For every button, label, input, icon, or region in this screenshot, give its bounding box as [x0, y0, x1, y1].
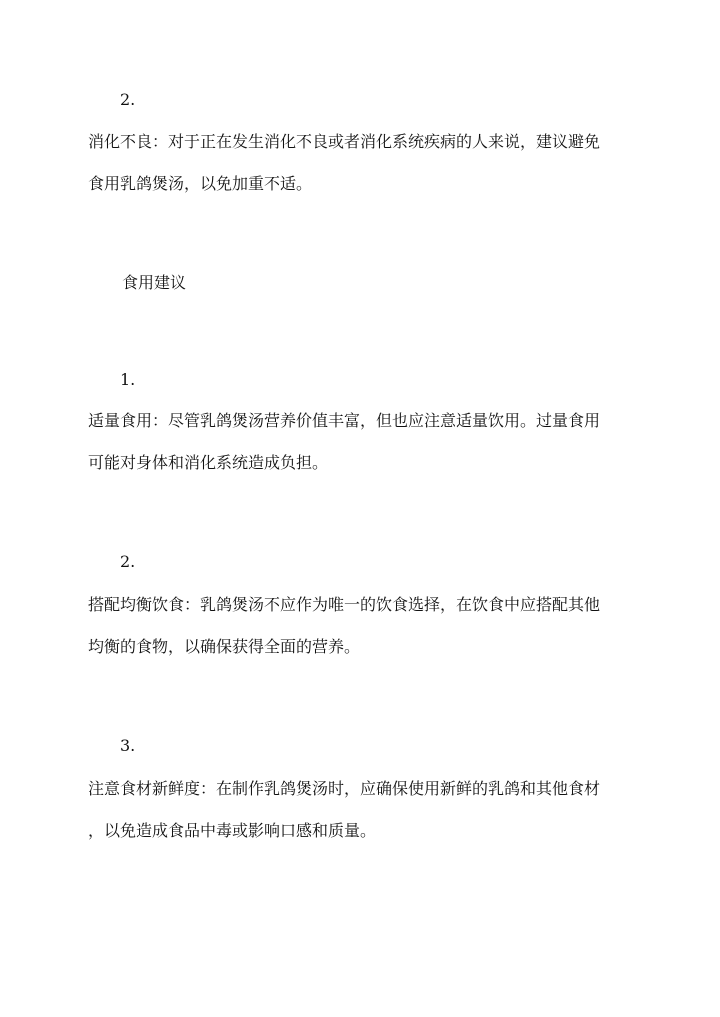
list-item-text: [88, 132, 638, 194]
list-item-text: [88, 779, 638, 841]
list-number: 2.: [120, 552, 136, 571]
text-line: 食用乳鸽煲汤，以免加重不适。: [88, 174, 313, 193]
text-line: 搭配均衡饮食：乳鸽煲汤不应作为唯一的饮食选择，在饮食中应搭配其他: [88, 595, 601, 614]
section-heading: 食用建议: [122, 273, 187, 292]
text-line: 适量食用：尽管乳鸽煲汤营养价值丰富，但也应注意适量饮用。过量食用: [88, 411, 601, 430]
text-line: ，以免造成食品中毒或影响口感和质量。: [88, 821, 377, 840]
list-item-text: [88, 411, 638, 473]
list-item-text: [88, 595, 638, 657]
text-line: 消化不良：对于正在发生消化不良或者消化系统疾病的人来说，建议避免: [88, 132, 601, 151]
list-number: 1.: [120, 370, 136, 389]
text-line: 注意食材新鲜度：在制作乳鸽煲汤时，应确保使用新鲜的乳鸽和其他食材: [88, 779, 601, 798]
text-line: 均衡的食物，以确保获得全面的营养。: [88, 637, 361, 656]
text-line: 可能对身体和消化系统造成负担。: [88, 453, 329, 472]
list-number: 3.: [120, 736, 136, 755]
list-number: 2.: [120, 90, 136, 109]
